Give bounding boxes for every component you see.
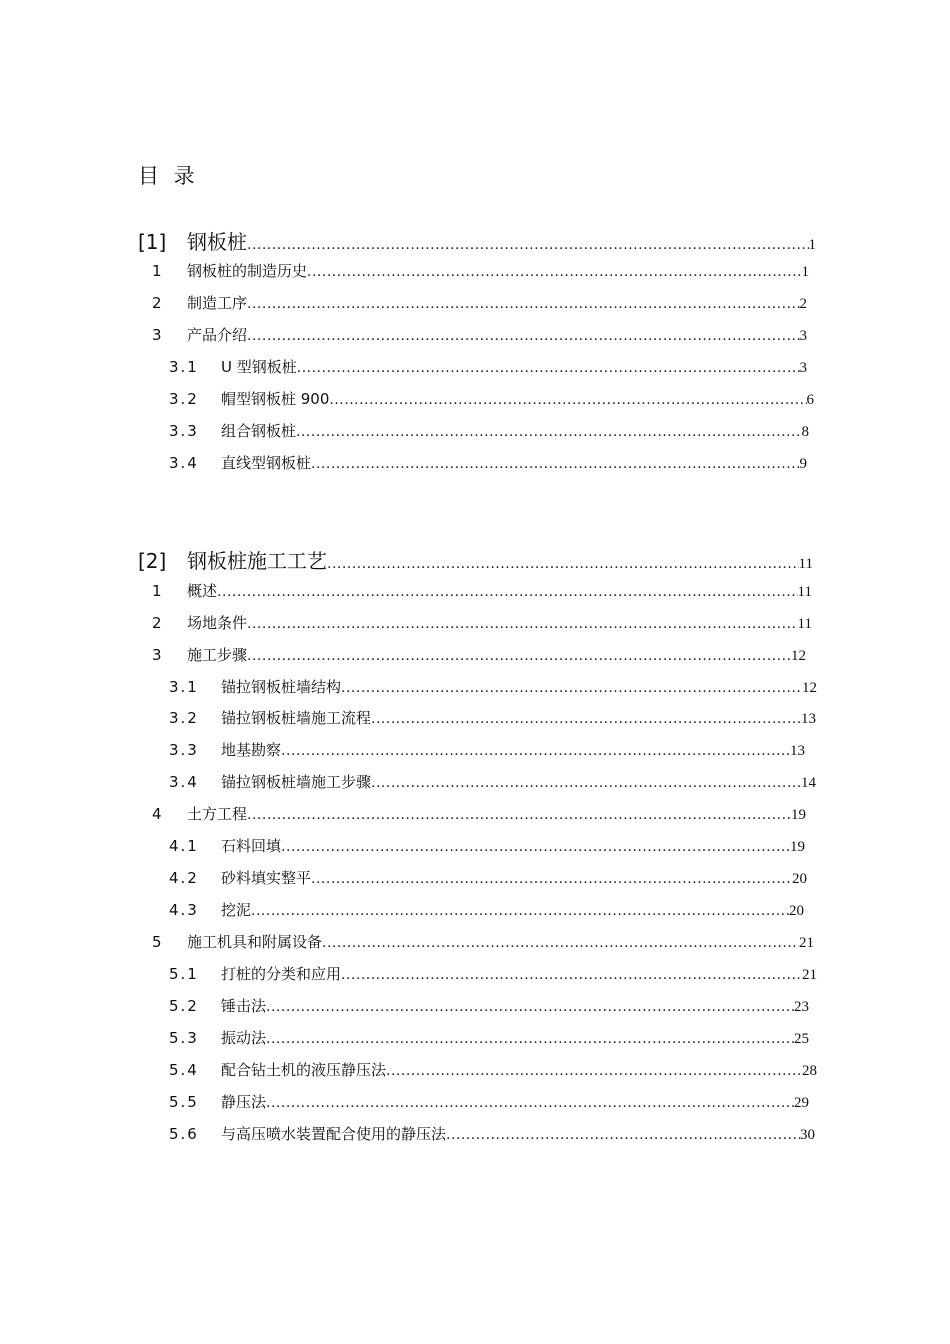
toc-entry-number: 5.3 (169, 1029, 199, 1047)
toc-entry-title: 锚拉钢板桩墙结构 (221, 678, 342, 696)
toc-leader-dots (296, 424, 801, 440)
toc-leader-dots (329, 392, 806, 408)
toc-entry[interactable] (152, 260, 809, 281)
toc-page-number: 3 (799, 360, 807, 376)
toc-entry-number: 3.4 (169, 454, 199, 472)
toc-entry-number: 5.2 (169, 997, 199, 1015)
toc-entry-title: 砂料填实整平 (221, 869, 312, 887)
toc-entry[interactable] (152, 324, 807, 345)
toc-page-number: 25 (794, 1031, 809, 1047)
toc-leader-dots (341, 967, 802, 983)
toc-page-number: 12 (802, 680, 817, 696)
toc-chapter-title: 钢板桩 (187, 230, 247, 254)
toc-page-number: 8 (801, 424, 809, 440)
toc-chapter-title: 钢板桩施工工艺 (187, 549, 327, 573)
toc-leader-dots (371, 775, 801, 791)
toc-leader-dots (266, 999, 794, 1015)
toc-page-number: 28 (802, 1063, 817, 1079)
toc-entry[interactable] (169, 835, 805, 856)
toc-entry-number: 3.3 (169, 422, 199, 440)
toc-page-number: 6 (806, 392, 814, 408)
toc-page-number: 30 (800, 1127, 815, 1143)
toc-leader-dots (266, 1095, 794, 1111)
toc-entry-number: 2 (152, 614, 162, 632)
toc-page-number: 21 (802, 967, 817, 983)
toc-entry-number: 4.1 (169, 837, 199, 855)
toc-page-number: 13 (801, 711, 816, 727)
toc-leader-dots (341, 680, 802, 696)
toc-entry-title: 锚拉钢板桩墙施工步骤 (221, 773, 372, 791)
toc-entry-number: 5.1 (169, 965, 199, 983)
toc-entry[interactable] (152, 292, 807, 313)
toc-leader-dots (386, 1063, 802, 1079)
toc-entry[interactable] (169, 899, 804, 920)
toc-leader-dots (322, 935, 799, 951)
toc-page-number: 9 (799, 456, 807, 472)
toc-page-number: 19 (791, 807, 806, 823)
toc-leader-dots (247, 616, 798, 632)
toc-leader-dots (251, 903, 789, 919)
toc-page-number: 11 (797, 584, 812, 600)
toc-entry-title: 概述 (187, 582, 218, 600)
toc-entry-title: 钢板桩的制造历史 (187, 262, 308, 280)
toc-entry[interactable] (169, 420, 809, 441)
toc-entry-title: 锚拉钢板桩墙施工流程 (221, 709, 372, 727)
toc-entry-number: 3 (152, 646, 162, 664)
toc-page-number: 29 (794, 1095, 809, 1111)
toc-entry-number: 2 (152, 294, 162, 312)
toc-leader-dots (446, 1127, 800, 1143)
toc-entry-number: 5.5 (169, 1093, 199, 1111)
toc-chapter-1[interactable] (138, 226, 816, 255)
toc-leader-dots (247, 296, 799, 312)
toc-entry-title: 施工机具和附属设备 (187, 933, 323, 951)
toc-entry-number: 5 (152, 933, 162, 951)
toc-entry-number: 5.4 (169, 1061, 199, 1079)
toc-entry-number: 5.6 (169, 1125, 199, 1143)
toc-chapter-number: [2] (138, 549, 167, 573)
toc-entry-number: 4 (152, 805, 162, 823)
toc-entry[interactable] (152, 612, 812, 633)
toc-entry[interactable] (169, 771, 816, 792)
toc-entry[interactable] (169, 867, 807, 888)
toc-entry-title: 直线型钢板桩 (221, 454, 312, 472)
toc-entry-title: 静压法 (221, 1093, 267, 1111)
toc-leader-dots (247, 237, 809, 253)
toc-entry-title: 施工步骤 (187, 646, 248, 664)
toc-entry-title: 挖泥 (221, 901, 252, 919)
toc-entry[interactable] (169, 1027, 809, 1048)
toc-entry[interactable] (152, 580, 812, 601)
toc-entry-number: 4.3 (169, 901, 199, 919)
toc-entry[interactable] (152, 803, 806, 824)
toc-entry-title: 制造工序 (187, 294, 248, 312)
toc-entry[interactable] (169, 356, 807, 377)
toc-chapter-number: [1] (138, 230, 167, 254)
toc-entry-title: 组合钢板桩 (221, 422, 297, 440)
toc-entry[interactable] (169, 995, 809, 1016)
toc-leader-dots (371, 711, 801, 727)
toc-page-number: 11 (797, 616, 812, 632)
toc-entry[interactable] (169, 452, 807, 473)
toc-page-number: 1 (801, 264, 809, 280)
toc-page-number: 13 (790, 743, 805, 759)
toc-entry-title: 石料回填 (221, 837, 282, 855)
toc-entry[interactable] (169, 1059, 817, 1080)
toc-page-number: 20 (792, 871, 807, 887)
toc-entry-number: 3.2 (169, 709, 199, 727)
toc-page-number: 21 (799, 935, 814, 951)
toc-entry[interactable] (169, 963, 817, 984)
toc-page-number: 19 (790, 839, 805, 855)
toc-entry-title: 场地条件 (187, 614, 248, 632)
toc-entry-title: 产品介绍 (187, 326, 248, 344)
toc-entry[interactable] (169, 1091, 809, 1112)
toc-chapter-2[interactable] (138, 545, 813, 574)
toc-page-number: 23 (794, 999, 809, 1015)
toc-leader-dots (247, 807, 791, 823)
toc-entry[interactable] (169, 388, 814, 409)
toc-page-number: 1 (808, 237, 816, 253)
toc-entry-number: 3.1 (169, 358, 199, 376)
toc-entry[interactable] (152, 931, 814, 952)
toc-page-number: 2 (799, 296, 807, 312)
toc-entry-title: 与高压喷水装置配合使用的静压法 (221, 1125, 447, 1143)
toc-entry-number: 3.2 (169, 390, 199, 408)
toc-entry[interactable] (169, 739, 805, 760)
toc-leader-dots (247, 328, 799, 344)
toc-entry-number: 3 (152, 326, 162, 344)
toc-entry[interactable] (169, 676, 817, 697)
toc-leader-dots (217, 584, 798, 600)
toc-entry-number: 1 (152, 262, 162, 280)
toc-entry-number: 3.1 (169, 678, 199, 696)
toc-page-number: 11 (798, 556, 813, 572)
toc-entry[interactable] (169, 1123, 815, 1144)
toc-leader-dots (311, 871, 792, 887)
toc-leader-dots (311, 456, 799, 472)
toc-entry-title: 帽型钢板桩 900 (221, 390, 330, 408)
toc-entry[interactable] (152, 644, 806, 665)
toc-page-number: 14 (801, 775, 816, 791)
toc-entry[interactable] (169, 707, 816, 728)
toc-title: 目 录 (138, 164, 199, 188)
toc-page-number: 20 (789, 903, 804, 919)
toc-page-number: 12 (791, 648, 806, 664)
toc-leader-dots (281, 743, 790, 759)
toc-leader-dots (281, 839, 790, 855)
toc-entry-title: 锤击法 (221, 997, 267, 1015)
toc-entry-number: 4.2 (169, 869, 199, 887)
toc-entry-title: 土方工程 (187, 805, 248, 823)
toc-entry-number: 3.4 (169, 773, 199, 791)
toc-leader-dots (266, 1031, 794, 1047)
toc-entry-title: U 型钢板桩 (221, 358, 297, 376)
toc-leader-dots (307, 264, 801, 280)
toc-leader-dots (297, 360, 800, 376)
toc-entry-title: 打桩的分类和应用 (221, 965, 342, 983)
toc-entry-number: 1 (152, 582, 162, 600)
toc-entry-title: 振动法 (221, 1029, 267, 1047)
toc-entry-title: 地基勘察 (221, 741, 282, 759)
toc-leader-dots (327, 556, 799, 572)
toc-leader-dots (247, 648, 791, 664)
toc-page-number: 3 (799, 328, 807, 344)
toc-entry-number: 3.3 (169, 741, 199, 759)
toc-entry-title: 配合钻土机的液压静压法 (221, 1061, 387, 1079)
